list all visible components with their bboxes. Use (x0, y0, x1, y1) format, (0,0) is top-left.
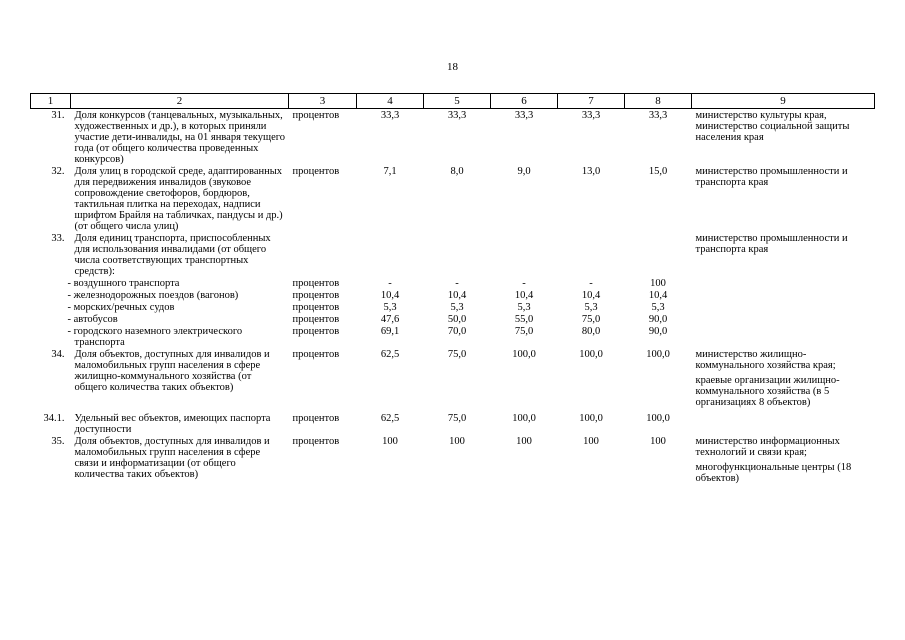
row-number: 31. (51, 110, 65, 121)
header-col-7: 7 (558, 94, 625, 109)
value-cell: 10,4 (380, 290, 400, 301)
row-number (31, 313, 71, 325)
indicator-name: Удельный вес объектов, имеющих паспорта доступности (74, 413, 271, 435)
indicator-name: - городского наземного электрического транспорта (67, 326, 243, 348)
value-cell: 33,3 (581, 110, 601, 121)
value-cell: - (589, 278, 593, 289)
value-cell: 100 (449, 436, 465, 447)
responsible-org (692, 301, 875, 313)
row-number (31, 325, 71, 348)
header-row (31, 94, 875, 109)
org-line: министерство культуры края, министерство социальной защиты населения края (695, 110, 850, 143)
responsible-org (692, 232, 875, 277)
unit-cell: процентов (292, 314, 340, 325)
header-col-9: 9 (692, 94, 875, 109)
org-line: многофункциональные центры (18 объектов) (695, 462, 852, 484)
value-cell: 75,0 (447, 413, 467, 424)
indicator-name: Доля конкурсов (танцевальных, музыкальных, художественных и др.), в которых приняли участие дети-инвалиды, на 01 января текущего года (от общего количества проведенных конкурсов) (74, 110, 286, 165)
value-cell: 8,0 (450, 166, 464, 177)
value-cell (491, 232, 558, 277)
value-cell: 10,4 (648, 290, 668, 301)
value-cell: 9,0 (517, 166, 531, 177)
value-cell: 100 (516, 436, 532, 447)
table-row (31, 435, 875, 488)
value-cell: 69,1 (380, 326, 400, 337)
org-line: министерство промышленности и транспорта края (695, 233, 848, 255)
org-line: министерство промышленности и транспорта края (695, 166, 848, 188)
responsible-org (692, 277, 875, 289)
value-cell: 75,0 (514, 326, 534, 337)
value-cell: - (522, 278, 526, 289)
value-cell: 47,6 (380, 314, 400, 325)
value-cell: 33,3 (648, 110, 668, 121)
org-line: министерство жилищно-коммунального хозяйства края; (695, 349, 836, 371)
value-cell: - (388, 278, 392, 289)
value-cell: - (455, 278, 459, 289)
unit-cell: процентов (292, 436, 340, 447)
value-cell: 62,5 (380, 349, 400, 360)
responsible-org (692, 435, 875, 488)
value-cell: 33,3 (447, 110, 467, 121)
indicator-name: - морских/речных судов (67, 302, 175, 313)
unit-cell: процентов (292, 326, 340, 337)
value-cell: 80,0 (581, 326, 601, 337)
unit-cell: процентов (292, 349, 340, 360)
value-cell: 100,0 (512, 349, 536, 360)
unit-cell: процентов (292, 302, 340, 313)
value-cell: 5,3 (517, 302, 531, 313)
indicator-name: Доля единиц транспорта, приспособленных для использования инвалидами (от общего числа соответствующих транспортных средств): (74, 233, 271, 277)
value-cell (357, 232, 424, 277)
table-row (31, 109, 875, 166)
responsible-org (692, 325, 875, 348)
value-cell: 70,0 (447, 326, 467, 337)
responsible-org (692, 289, 875, 301)
value-cell: 10,4 (447, 290, 467, 301)
org-line: министерство информационных технологий и связи края; (695, 436, 840, 458)
row-number: 34. (51, 349, 65, 360)
table-row (31, 348, 875, 412)
value-cell (424, 232, 491, 277)
row-number (31, 289, 71, 301)
value-cell: 100 (583, 436, 599, 447)
value-cell: 100 (650, 436, 666, 447)
responsible-org (692, 165, 875, 232)
unit-cell: процентов (292, 166, 340, 177)
header-col-6: 6 (491, 94, 558, 109)
value-cell: 100 (650, 278, 666, 289)
indicator-name: Доля объектов, доступных для инвалидов и маломобильных групп населения в сфере жилищно-коммунального хозяйства (от общего количества таких объектов) (74, 349, 270, 393)
value-cell: 90,0 (648, 326, 668, 337)
header-col-5: 5 (424, 94, 491, 109)
table-row (31, 289, 875, 301)
value-cell: 100 (382, 436, 398, 447)
value-cell: 50,0 (447, 314, 467, 325)
value-cell: 62,5 (380, 413, 400, 424)
indicator-name: - воздушного транспорта (67, 278, 180, 289)
row-number (31, 277, 71, 289)
header-col-8: 8 (625, 94, 692, 109)
value-cell: 5,3 (651, 302, 665, 313)
value-cell: 33,3 (380, 110, 400, 121)
value-cell: 100,0 (579, 349, 603, 360)
value-cell: 55,0 (514, 314, 534, 325)
unit-cell: процентов (292, 290, 340, 301)
row-number: 34.1. (43, 413, 65, 424)
indicator-name: - автобусов (67, 314, 118, 325)
value-cell: 90,0 (648, 314, 668, 325)
value-cell (558, 232, 625, 277)
table-row (31, 313, 875, 325)
value-cell: 7,1 (383, 166, 397, 177)
row-number: 35. (51, 436, 65, 447)
header-col-4: 4 (357, 94, 424, 109)
value-cell: 75,0 (581, 314, 601, 325)
table-row (31, 165, 875, 232)
header-col-3: 3 (289, 94, 357, 109)
row-number (31, 301, 71, 313)
unit-cell: процентов (292, 413, 340, 424)
value-cell: 100,0 (579, 413, 603, 424)
value-cell: 10,4 (514, 290, 534, 301)
value-cell: 100,0 (646, 349, 670, 360)
indicator-name: Доля улиц в городской среде, адаптированных для передвижения инвалидов (звуковое сопровождение светофоров, бордюров, тактильная плитка на переходах, надписи шрифтом Брайля на табличках, пандусы и др.) (от общего числа улиц) (74, 166, 283, 232)
header-col-1: 1 (31, 94, 71, 109)
value-cell: 5,3 (383, 302, 397, 313)
value-cell (625, 232, 692, 277)
value-cell: 75,0 (447, 349, 467, 360)
value-cell: 5,3 (584, 302, 598, 313)
unit-cell: процентов (292, 110, 340, 121)
indicator-name: Доля объектов, доступных для инвалидов и маломобильных групп населения в сфере связи и информатизации (от общего количества таких объектов) (74, 436, 270, 480)
value-cell: 5,3 (450, 302, 464, 313)
table-row (31, 325, 875, 348)
row-number: 33. (51, 233, 65, 244)
value-cell: 15,0 (648, 166, 668, 177)
responsible-org (692, 109, 875, 166)
responsible-org (692, 412, 875, 435)
value-cell: 33,3 (514, 110, 534, 121)
page-number: 18 (447, 61, 458, 73)
value-cell: 100,0 (512, 413, 536, 424)
row-number: 32. (51, 166, 65, 177)
unit-cell: процентов (292, 278, 340, 289)
indicator-name: - железнодорожных поездов (вагонов) (67, 290, 239, 301)
unit-cell (289, 232, 357, 277)
indicators-table (30, 93, 875, 488)
value-cell: 100,0 (646, 413, 670, 424)
table-row (31, 277, 875, 289)
value-cell: 10,4 (581, 290, 601, 301)
value-cell: 13,0 (581, 166, 601, 177)
org-line: краевые организации жилищно-коммунального хозяйства (в 5 организациях 8 объектов) (695, 375, 840, 408)
table-row (31, 412, 875, 435)
responsible-org (692, 348, 875, 412)
header-col-2: 2 (71, 94, 289, 109)
table-row (31, 232, 875, 277)
table-row (31, 301, 875, 313)
responsible-org (692, 313, 875, 325)
